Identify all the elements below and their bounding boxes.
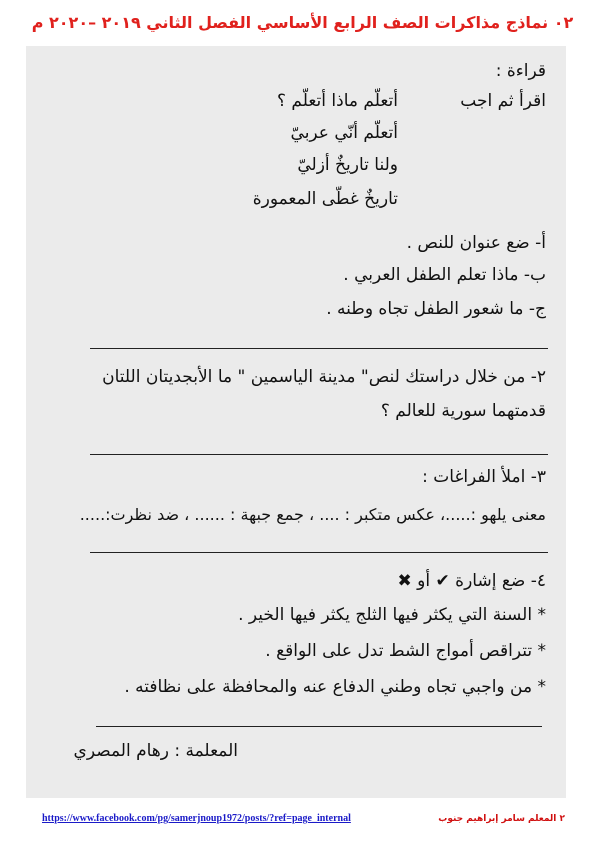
- poem-line-4: تاريخٌ غطّى المعمورة: [252, 189, 398, 209]
- check-mark-icon: ✔: [435, 571, 450, 591]
- reading-heading: قراءة :: [495, 61, 546, 81]
- reading-instruction: اقرأ ثم اجب: [460, 91, 546, 111]
- question-4-or: أو: [417, 571, 431, 591]
- poem-line-1: أتعلّم ماذا أتعلّم ؟: [276, 91, 398, 111]
- answer-line-1: [90, 348, 548, 349]
- answer-line-4: [96, 726, 542, 727]
- question-1c: ج- ما شعور الطفل تجاه وطنه .: [326, 299, 546, 319]
- question-4-heading-row: [398, 568, 547, 594]
- question-4-item-3: * من واجبي تجاه وطني الدفاع عنه والمحافظة على نظافته .: [124, 677, 546, 697]
- question-2-line-1: ٢- من خلال دراستك لنص" مدينة الياسمين " ما الأبجديتان اللتان: [102, 367, 546, 387]
- footer-link[interactable]: https://www.facebook.com/pg/samerjnoup1972/posts/?ref=page_internal: [42, 813, 351, 824]
- question-1a: أ- ضع عنوان للنص .: [406, 233, 546, 253]
- teacher-signature: المعلمة : رهام المصري: [73, 741, 238, 761]
- question-1b: ب- ماذا تعلم الطفل العربي .: [343, 265, 546, 285]
- question-4-heading: ٤- ضع إشارة: [455, 571, 546, 591]
- question-3-heading: ٣- املأ الفراغات :: [422, 467, 546, 487]
- question-2-line-2: قدمتهما سورية للعالم ؟: [380, 401, 546, 421]
- question-4-item-1: * السنة التي يكثر فيها الثلج يكثر فيها الخير .: [238, 605, 546, 625]
- poem-line-3: ولنا تاريخٌ أزليّ: [297, 155, 398, 175]
- answer-line-3: [90, 552, 548, 553]
- page-header-title: ٠٢ نماذج مذاكرات الصف الرابع الأساسي الفصل الثاني ٢٠١٩ –٢٠٢٠ م: [31, 13, 574, 32]
- question-3-fill-line: معنى يلهو :.....، عكس متكبر : .... ، جمع جبهة : ...... ، ضد نظرت:.....: [79, 505, 546, 524]
- question-4-item-2: * تتراقص أمواج الشط تدل على الواقع .: [265, 641, 546, 661]
- worksheet-panel: [26, 46, 566, 798]
- cross-mark-icon: ✖: [397, 571, 412, 591]
- page-footer: [0, 808, 595, 830]
- answer-line-2: [90, 454, 548, 455]
- poem-line-2: أتعلّم أنّي عربيّ: [290, 123, 398, 143]
- footer-author: ٢ المعلم سامر إبراهيم جنوب: [438, 814, 565, 824]
